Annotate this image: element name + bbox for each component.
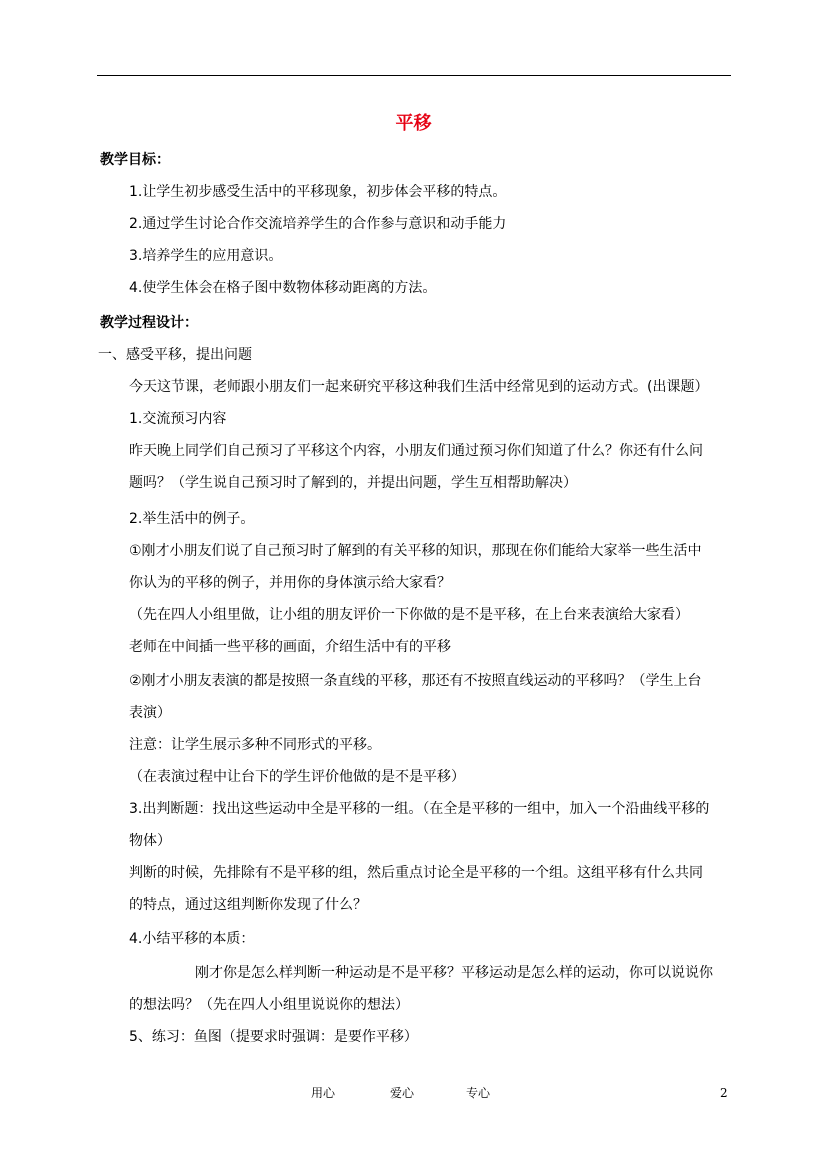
paragraph-line: 表演） [129,705,171,721]
paragraph-line: 注意：让学生展示多种不同形式的平移。 [129,737,381,753]
paragraph-line: 昨天晚上同学们自己预习了平移这个内容，小朋友们通过预习你们知道了什么？你还有什么问 [129,443,703,459]
paragraph-line: ②刚才小朋友表演的都是按照一条直线的平移，那还有不按照直线运动的平移吗？（学生上台 [129,673,702,689]
goals-heading: 教学目标： [100,152,170,168]
goal-item: 4.使学生体会在格子图中数物体移动距离的方法。 [129,280,437,296]
page-number: 2 [720,1086,728,1100]
paragraph-line: ①刚才小朋友们说了自己预习时了解到的有关平移的知识，那现在你们能给大家举一些生活中 [129,543,702,559]
paragraph-line: 1.交流预习内容 [129,411,227,427]
goal-item: 1.让学生初步感受生活中的平移现象，初步体会平移的特点。 [129,184,507,200]
footer-word: 专心 [466,1086,491,1100]
part1-heading: 一、感受平移，提出问题 [98,347,252,363]
process-heading: 教学过程设计： [100,315,198,331]
page-title: 平移 [395,113,432,134]
paragraph-line: 的想法吗？（先在四人小组里说说你的想法） [129,997,409,1013]
paragraph-line: 物体） [129,833,171,849]
paragraph-line: 4.小结平移的本质： [129,931,255,947]
goal-item: 2.通过学生讨论合作交流培养学生的合作参与意识和动手能力 [129,216,507,232]
paragraph-line: 刚才你是怎么样判断一种运动是不是平移？平移运动是怎么样的运动，你可以说说你 [195,965,713,981]
paragraph-line: （在表演过程中让台下的学生评价他做的是不是平移） [129,769,465,785]
footer-word: 爱心 [390,1086,415,1100]
paragraph-line: 2.举生活中的例子。 [129,511,255,527]
paragraph-line: 你认为的平移的例子，并用你的身体演示给大家看？ [129,575,451,591]
paragraph-line: 老师在中间插一些平移的画面，介绍生活中有的平移 [129,639,451,655]
paragraph-line: 3.出判断题：找出这些运动中全是平移的一组。（在全是平移的一组中，加入一个沿曲线平移的 [129,801,710,817]
paragraph-line: （先在四人小组里做，让小组的朋友评价一下你做的是不是平移，在上台来表演给大家看） [129,607,689,623]
paragraph-line: 5、练习：鱼图（提要求时强调：是要作平移） [129,1029,418,1045]
header-rule [97,75,731,76]
paragraph-line: 题吗？（学生说自己预习时了解到的，并提出问题，学生互相帮助解决） [129,475,577,491]
paragraph-line: 判断的时候，先排除有不是平移的组，然后重点讨论全是平移的一个组。这组平移有什么共同 [129,865,703,881]
paragraph-line: 的特点，通过这组判断你发现了什么？ [129,897,367,913]
footer-word: 用心 [311,1086,336,1100]
paragraph-line: 今天这节课，老师跟小朋友们一起来研究平移这种我们生活中经常见到的运动方式。(出课题） [129,379,709,395]
goal-item: 3.培养学生的应用意识。 [129,248,283,264]
